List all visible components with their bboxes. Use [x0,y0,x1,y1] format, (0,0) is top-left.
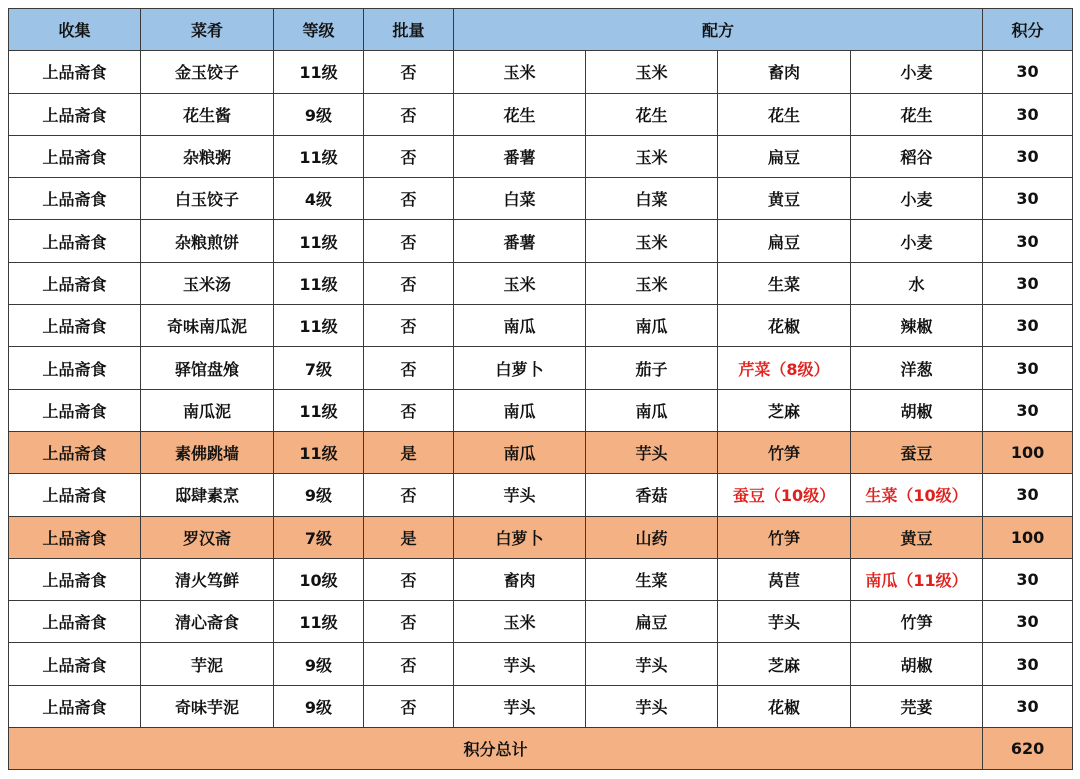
ingredient-cell: 玉米 [586,262,718,304]
table-row [9,51,1073,93]
ingredient-cell: 芝麻 [718,643,851,685]
table-row [9,262,1073,304]
dish-cell: 白玉饺子 [141,178,274,220]
ingredient-cell: 生菜 [718,262,851,304]
ingredient-cell: 芋头 [454,474,586,516]
ingredient-cell: 小麦 [851,220,983,262]
dish-cell: 花生酱 [141,93,274,135]
points-cell: 100 [983,516,1073,558]
header-batch: 批量 [364,9,454,51]
level-cell: 11级 [274,51,364,93]
dish-cell: 清心斋食 [141,601,274,643]
ingredient-cell: 玉米 [586,220,718,262]
level-cell: 11级 [274,220,364,262]
points-cell: 30 [983,643,1073,685]
collection-cell: 上品斋食 [9,305,141,347]
ingredient-cell: 扁豆 [718,220,851,262]
ingredient-cell: 南瓜 [454,305,586,347]
table-row [9,685,1073,727]
ingredient-cell: 白菜 [454,178,586,220]
collection-cell: 上品斋食 [9,685,141,727]
batch-cell: 否 [364,178,454,220]
ingredient-cell: 黄豆 [851,516,983,558]
level-cell: 9级 [274,93,364,135]
header-row [9,9,1073,51]
dish-cell: 驿馆盘飧 [141,347,274,389]
ingredient-cell: 茄子 [586,347,718,389]
ingredient-cell: 扁豆 [718,135,851,177]
header-recipe: 配方 [454,9,983,51]
ingredient-cell: 稻谷 [851,135,983,177]
ingredient-cell: 玉米 [454,51,586,93]
dish-cell: 金玉饺子 [141,51,274,93]
total-value: 620 [983,728,1073,770]
ingredient-cell: 香菇 [586,474,718,516]
collection-cell: 上品斋食 [9,51,141,93]
ingredient-cell: 小麦 [851,51,983,93]
ingredient-cell: 洋葱 [851,347,983,389]
ingredient-cell: 芫荽 [851,685,983,727]
level-cell: 9级 [274,643,364,685]
ingredient-cell: 白萝卜 [454,516,586,558]
level-cell: 7级 [274,516,364,558]
ingredient-cell: 花生 [718,93,851,135]
batch-cell: 否 [364,474,454,516]
ingredient-cell: 白萝卜 [454,347,586,389]
ingredient-cell: 南瓜（11级） [851,558,983,600]
ingredient-cell: 蚕豆（10级） [718,474,851,516]
ingredient-cell: 竹笋 [851,601,983,643]
batch-cell: 否 [364,93,454,135]
ingredient-cell: 花椒 [718,305,851,347]
dish-cell: 罗汉斋 [141,516,274,558]
ingredient-cell: 花椒 [718,685,851,727]
batch-cell: 否 [364,262,454,304]
table-row [9,220,1073,262]
ingredient-cell: 南瓜 [586,305,718,347]
collection-cell: 上品斋食 [9,601,141,643]
ingredient-cell: 畜肉 [718,51,851,93]
ingredient-cell: 竹笋 [718,516,851,558]
ingredient-cell: 芋头 [454,685,586,727]
points-cell: 30 [983,305,1073,347]
points-cell: 30 [983,93,1073,135]
recipe-table [8,8,1073,770]
level-cell: 11级 [274,262,364,304]
batch-cell: 否 [364,347,454,389]
dish-cell: 芋泥 [141,643,274,685]
table-row [9,389,1073,431]
points-cell: 30 [983,135,1073,177]
ingredient-cell: 花生 [586,93,718,135]
table-row [9,601,1073,643]
batch-cell: 否 [364,685,454,727]
ingredient-cell: 蚕豆 [851,431,983,473]
ingredient-cell: 生菜 [586,558,718,600]
table-row [9,516,1073,558]
points-cell: 30 [983,558,1073,600]
dish-cell: 素佛跳墙 [141,431,274,473]
collection-cell: 上品斋食 [9,558,141,600]
ingredient-cell: 黄豆 [718,178,851,220]
collection-cell: 上品斋食 [9,135,141,177]
ingredient-cell: 南瓜 [586,389,718,431]
collection-cell: 上品斋食 [9,347,141,389]
ingredient-cell: 南瓜 [454,389,586,431]
ingredient-cell: 玉米 [454,262,586,304]
table-row [9,474,1073,516]
points-cell: 30 [983,347,1073,389]
level-cell: 11级 [274,135,364,177]
table-row [9,558,1073,600]
dish-cell: 杂粮粥 [141,135,274,177]
ingredient-cell: 玉米 [454,601,586,643]
ingredient-cell: 胡椒 [851,643,983,685]
level-cell: 9级 [274,685,364,727]
batch-cell: 否 [364,51,454,93]
points-cell: 30 [983,685,1073,727]
points-cell: 30 [983,51,1073,93]
table-row [9,431,1073,473]
level-cell: 11级 [274,431,364,473]
ingredient-cell: 小麦 [851,178,983,220]
ingredient-cell: 芋头 [718,601,851,643]
dish-cell: 南瓜泥 [141,389,274,431]
batch-cell: 是 [364,431,454,473]
collection-cell: 上品斋食 [9,643,141,685]
ingredient-cell: 芋头 [586,685,718,727]
batch-cell: 否 [364,305,454,347]
batch-cell: 否 [364,643,454,685]
ingredient-cell: 花生 [851,93,983,135]
dish-cell: 邸肆素烹 [141,474,274,516]
table-body [9,51,1073,728]
batch-cell: 否 [364,220,454,262]
points-cell: 100 [983,431,1073,473]
total-label: 积分总计 [9,728,983,770]
points-cell: 30 [983,601,1073,643]
ingredient-cell: 芋头 [454,643,586,685]
ingredient-cell: 芋头 [586,643,718,685]
points-cell: 30 [983,389,1073,431]
ingredient-cell: 芋头 [586,431,718,473]
points-cell: 30 [983,474,1073,516]
collection-cell: 上品斋食 [9,431,141,473]
ingredient-cell: 番薯 [454,135,586,177]
collection-cell: 上品斋食 [9,262,141,304]
collection-cell: 上品斋食 [9,178,141,220]
table-row [9,643,1073,685]
ingredient-cell: 畜肉 [454,558,586,600]
ingredient-cell: 竹笋 [718,431,851,473]
batch-cell: 否 [364,601,454,643]
dish-cell: 奇味南瓜泥 [141,305,274,347]
batch-cell: 否 [364,389,454,431]
ingredient-cell: 花生 [454,93,586,135]
ingredient-cell: 生菜（10级） [851,474,983,516]
collection-cell: 上品斋食 [9,389,141,431]
ingredient-cell: 玉米 [586,135,718,177]
level-cell: 10级 [274,558,364,600]
batch-cell: 是 [364,516,454,558]
table-row [9,347,1073,389]
points-cell: 30 [983,220,1073,262]
ingredient-cell: 莴苣 [718,558,851,600]
points-cell: 30 [983,178,1073,220]
batch-cell: 否 [364,558,454,600]
header-points: 积分 [983,9,1073,51]
ingredient-cell: 水 [851,262,983,304]
level-cell: 7级 [274,347,364,389]
table-row [9,305,1073,347]
ingredient-cell: 白菜 [586,178,718,220]
ingredient-cell: 辣椒 [851,305,983,347]
level-cell: 11级 [274,389,364,431]
ingredient-cell: 芹菜（8级） [718,347,851,389]
ingredient-cell: 芝麻 [718,389,851,431]
table-row [9,93,1073,135]
ingredient-cell: 玉米 [586,51,718,93]
collection-cell: 上品斋食 [9,93,141,135]
dish-cell: 奇味芋泥 [141,685,274,727]
header-collection: 收集 [9,9,141,51]
dish-cell: 清火笃鲜 [141,558,274,600]
ingredient-cell: 胡椒 [851,389,983,431]
total-row [9,728,1073,770]
collection-cell: 上品斋食 [9,516,141,558]
level-cell: 11级 [274,305,364,347]
level-cell: 11级 [274,601,364,643]
header-dish: 菜肴 [141,9,274,51]
dish-cell: 杂粮煎饼 [141,220,274,262]
dish-cell: 玉米汤 [141,262,274,304]
table-row [9,135,1073,177]
level-cell: 4级 [274,178,364,220]
table-row [9,178,1073,220]
ingredient-cell: 番薯 [454,220,586,262]
points-cell: 30 [983,262,1073,304]
ingredient-cell: 扁豆 [586,601,718,643]
header-level: 等级 [274,9,364,51]
collection-cell: 上品斋食 [9,220,141,262]
ingredient-cell: 南瓜 [454,431,586,473]
ingredient-cell: 山药 [586,516,718,558]
collection-cell: 上品斋食 [9,474,141,516]
level-cell: 9级 [274,474,364,516]
batch-cell: 否 [364,135,454,177]
